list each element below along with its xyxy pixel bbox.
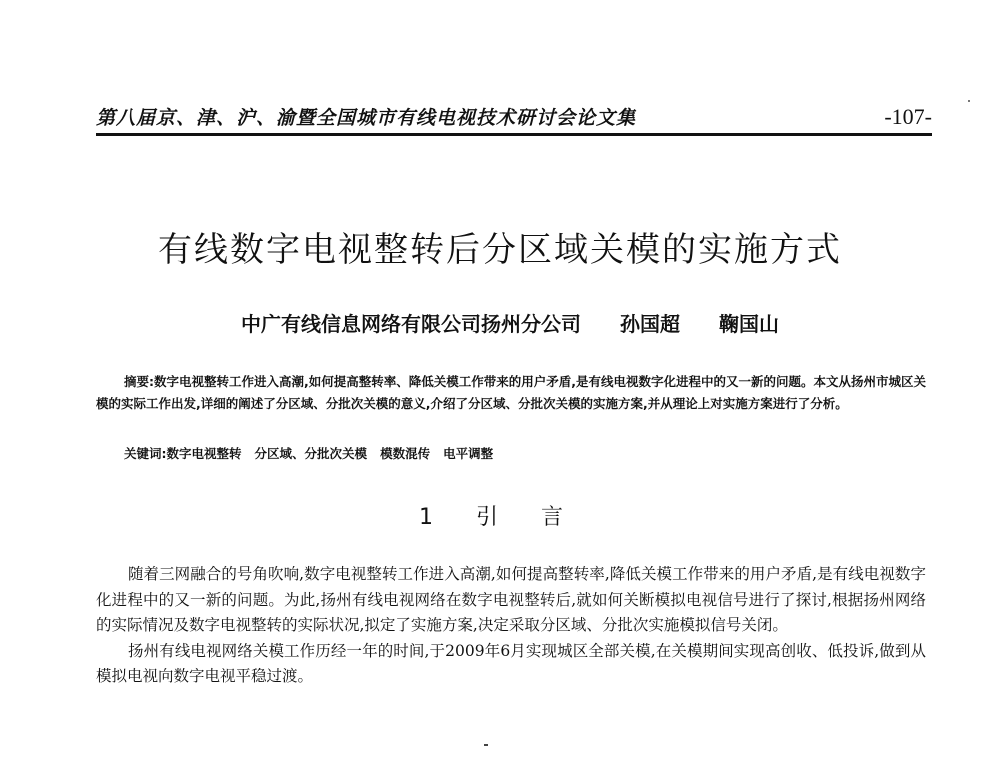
running-header xyxy=(96,103,932,130)
header-rule xyxy=(96,133,932,136)
scan-speck xyxy=(968,100,970,102)
abstract: 摘要:数字电视整转工作进入高潮,如何提高整转率、降低关模工作带来的用户矛盾,是有线电视数字化进程中的又一新的问题。本文从扬州市城区关模的实际工作出发,详细的阐述了分区域、分批次关模的意义,介绍了分区域、分批次关模的实施方案,并从理论上对实施方案进行了分析。 xyxy=(96,374,926,411)
author-2: 鞠国山 xyxy=(718,312,779,336)
section-heading: 1 引 言 xyxy=(419,505,581,530)
scan-speck xyxy=(484,744,488,746)
paper-title: 有线数字电视整转后分区域关模的实施方式 xyxy=(158,230,842,270)
section-body xyxy=(96,562,926,690)
keywords: 关键词:数字电视整转 分区域、分批次关模 模数混传 电平调整 xyxy=(124,446,494,461)
affiliation: 中广有线信息网络有限公司扬州分公司 xyxy=(241,312,582,336)
paragraph: 扬州有线电视网络关模工作历经一年的时间,于2009年6月实现城区全部关模,在关模期间实现高创收、低投诉,做到从模拟电视向数字电视平稳过渡。 xyxy=(96,641,926,685)
page-number: -107- xyxy=(884,104,932,129)
paragraph: 随着三网融合的号角吹响,数字电视整转工作进入高潮,如何提高整转率,降低关模工作带来的用户矛盾,是有线电视数字化进程中的又一新的问题。为此,扬州有线电视网络在数字电视整转后,就如何关断模拟电视信号进行了探讨,根据扬州网络的实际情况及数字电视整转的实际状况,拟定了实施方案,决定采取分区域、分批次实施模拟信号关闭。 xyxy=(96,565,926,634)
proceedings-title: 第八届京、津、沪、渝暨全国城市有线电视技术研讨会论文集 xyxy=(96,107,637,129)
author-1: 孙国超 xyxy=(620,312,680,336)
byline xyxy=(150,308,870,337)
